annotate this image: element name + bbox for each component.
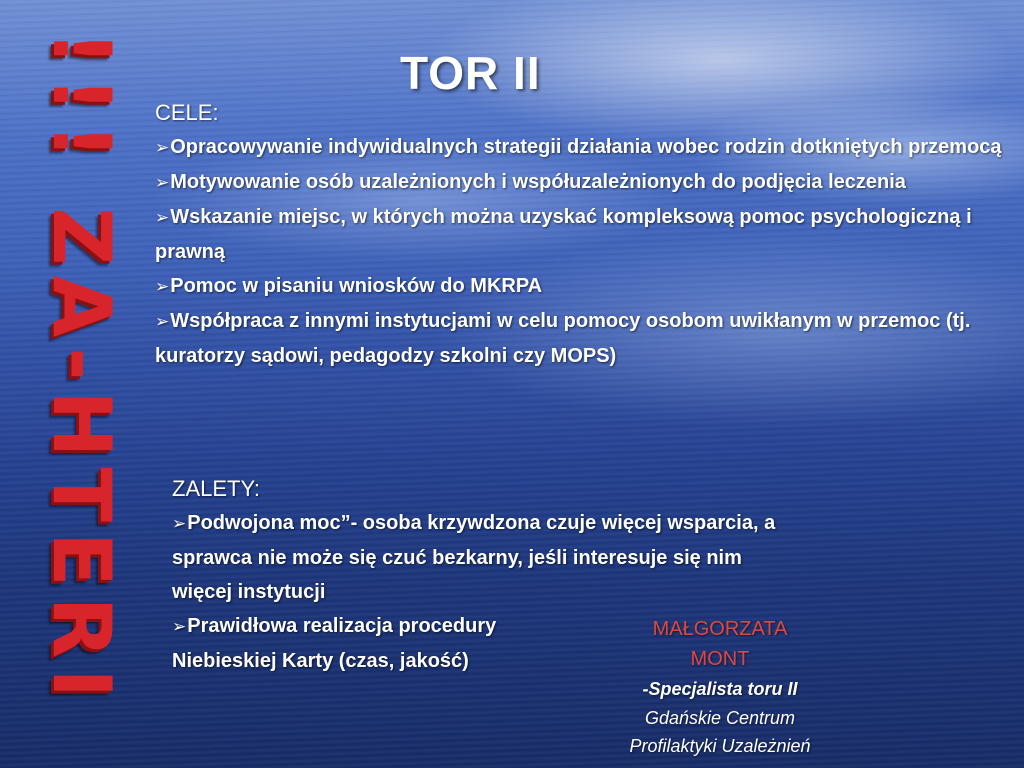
goals-item-text: Współpraca z innymi instytucjami w celu pomocy osobom uwikłanym w przemoc (tj. kuratorzy sądowi, pedagodzy szkolni czy MOPS) <box>155 310 971 367</box>
author-organization-line1: Gdańskie Centrum <box>644 708 796 728</box>
author-credit <box>590 614 850 760</box>
author-organization-line2: Profilaktyki Uzależnień <box>629 736 811 756</box>
goals-item-text: Wskazanie miejsc, w których można uzyskać kompleksową pomoc psychologiczną i prawną <box>155 206 972 263</box>
advantages-list-item <box>172 506 802 609</box>
advantages-heading: ZALETY: <box>172 476 261 501</box>
goals-heading: CELE: <box>155 100 219 125</box>
advantages-item-text: Podwojona moc”- osoba krzywdzona czuje więcej wsparcia, a sprawca nie może się czuć bezkarny, jeśli interesuje się nim więcej instytucji <box>172 512 776 603</box>
goals-list-item <box>155 200 1005 269</box>
goals-list-item <box>155 304 1005 373</box>
goals-item-text: Opracowywanie indywidualnych strategii działania wobec rodzin dotkniętych przemocą <box>170 136 1002 158</box>
side-lettering-text: !!! ZA-HTERI <box>35 30 128 708</box>
goals-list-item <box>155 269 1005 304</box>
goals-list-item <box>155 130 1005 165</box>
advantages-item-text: Prawidłowa realizacja procedury Niebieskiej Karty (czas, jakość) <box>172 615 497 672</box>
bullet-arrow-icon: ➢ <box>155 138 170 157</box>
bullet-arrow-icon: ➢ <box>155 173 170 192</box>
author-role: -Specjalista toru II <box>642 679 798 699</box>
goals-item-text: Pomoc w pisaniu wniosków do MKRPA <box>170 275 543 297</box>
slide-title: TOR II <box>400 47 541 99</box>
author-name-last: MONT <box>690 648 750 670</box>
bullet-arrow-icon: ➢ <box>172 617 187 636</box>
advantages-list-item <box>172 609 592 678</box>
goals-item-text: Motywowanie osób uzależnionych i współuzależnionych do podjęcia leczenia <box>170 171 906 193</box>
bullet-arrow-icon: ➢ <box>155 277 170 296</box>
goals-list-item <box>155 165 1005 200</box>
bullet-arrow-icon: ➢ <box>172 514 187 533</box>
bullet-arrow-icon: ➢ <box>155 208 170 227</box>
goals-section <box>155 100 1005 373</box>
author-name-first: MAŁGORZATA <box>652 618 788 640</box>
bullet-arrow-icon: ➢ <box>155 312 170 331</box>
